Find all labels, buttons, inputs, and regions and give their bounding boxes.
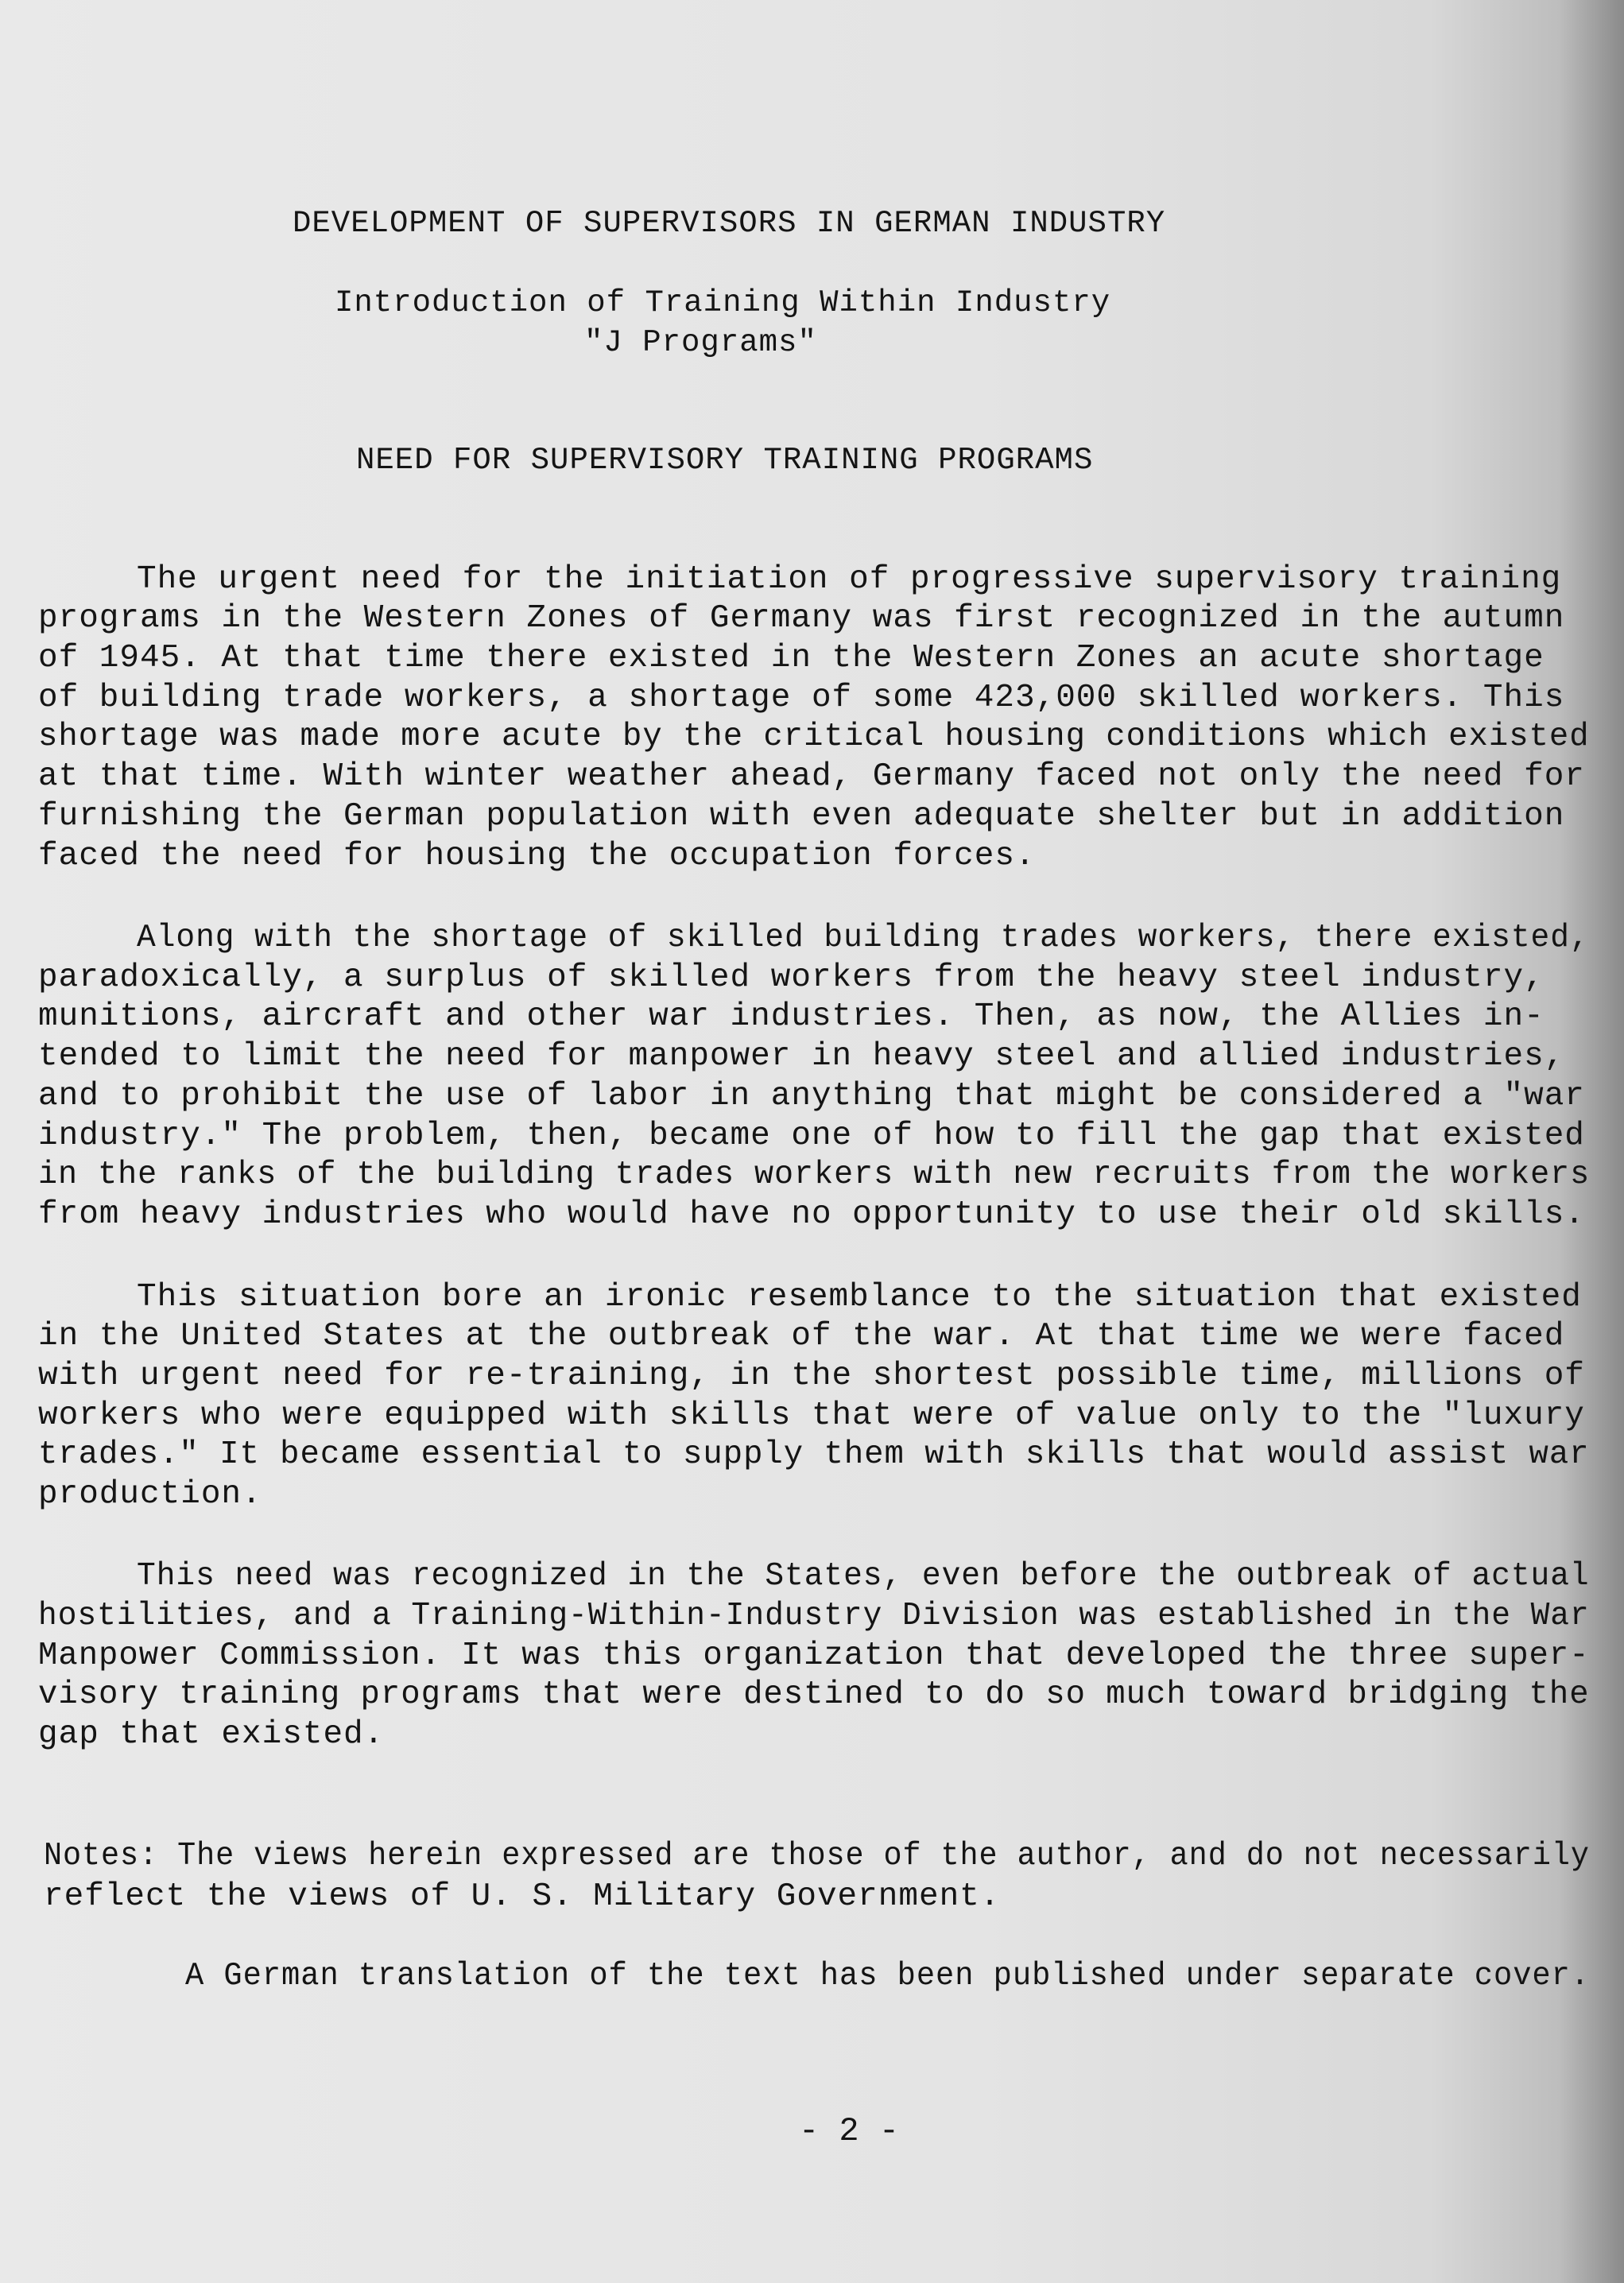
paragraph-line: industry." The problem, then, became one of how to fill the gap that existed	[38, 1118, 1585, 1154]
paragraph-line: tended to limit the need for manpower in heavy steel and allied industries,	[38, 1038, 1565, 1075]
section-title: NEED FOR SUPERVISORY TRAINING PROGRAMS	[356, 443, 1094, 478]
paragraph-line: workers who were equipped with skills that were of value only to the "luxury	[38, 1397, 1585, 1434]
paragraph-line: This situation bore an ironic resemblance to the situation that existed	[137, 1279, 1582, 1316]
document-title: DEVELOPMENT OF SUPERVISORS IN GERMAN INDUSTRY	[293, 206, 1166, 241]
paragraph-line: Manpower Commission. It was this organization that developed the three super-	[38, 1638, 1590, 1674]
paragraph-line: shortage was made more acute by the critical housing conditions which existed	[38, 719, 1590, 755]
paragraph-line: Along with the shortage of skilled building trades workers, there existed,	[137, 920, 1590, 956]
paragraph-line: with urgent need for re-training, in the shortest possible time, millions of	[38, 1358, 1585, 1394]
paragraph-line: in the ranks of the building trades workers with new recruits from the workers	[38, 1157, 1591, 1193]
paragraph-line: in the United States at the outbreak of the war. At that time we were faced	[38, 1318, 1565, 1355]
paragraph-line: This need was recognized in the States, even before the outbreak of actual	[137, 1558, 1590, 1595]
paragraph-line: munitions, aircraft and other war industries. Then, as now, the Allies in-	[38, 998, 1545, 1035]
paragraph-line: furnishing the German population with even adequate shelter but in addition	[38, 798, 1565, 835]
notes-line: reflect the views of U. S. Military Government.	[44, 1878, 1001, 1915]
paragraph-line: trades." It became essential to supply them with skills that would assist war	[38, 1436, 1590, 1473]
paragraph-line: The urgent need for the initiation of progressive supervisory training	[137, 561, 1562, 598]
paragraph-line: hostilities, and a Training-Within-Industry Division was established in the War	[38, 1598, 1590, 1634]
paragraph-line: and to prohibit the use of labor in anything that might be considered a "war	[38, 1078, 1585, 1114]
paragraph-line: of building trade workers, a shortage of some 423,000 skilled workers. This	[38, 680, 1565, 716]
paragraph-line: programs in the Western Zones of Germany was first recognized in the autumn	[38, 600, 1565, 637]
document-subtitle-line2: "J Programs"	[584, 325, 817, 360]
paragraph-line: at that time. With winter weather ahead, Germany faced not only the need for	[38, 758, 1585, 795]
paragraph-line: production.	[38, 1476, 262, 1513]
paragraph-line: faced the need for housing the occupation forces.	[38, 838, 1036, 874]
paragraph-line: from heavy industries who would have no opportunity to use their old skills.	[38, 1196, 1585, 1233]
document-subtitle-line1: Introduction of Training Within Industry	[335, 285, 1111, 320]
paragraph-line: paradoxically, a surplus of skilled workers from the heavy steel industry,	[38, 959, 1545, 996]
paragraph-line: of 1945. At that time there existed in the Western Zones an acute shortage	[38, 640, 1545, 676]
translation-note: A German translation of the text has been published under separate cover.	[185, 1958, 1591, 1994]
notes-line: Notes: The views herein expressed are those of the author, and do not necessarily	[44, 1838, 1590, 1874]
paragraph-line: gap that existed.	[38, 1716, 385, 1753]
page-number: - 2 -	[799, 2112, 900, 2150]
paragraph-line: visory training programs that were destined to do so much toward bridging the	[38, 1676, 1590, 1713]
